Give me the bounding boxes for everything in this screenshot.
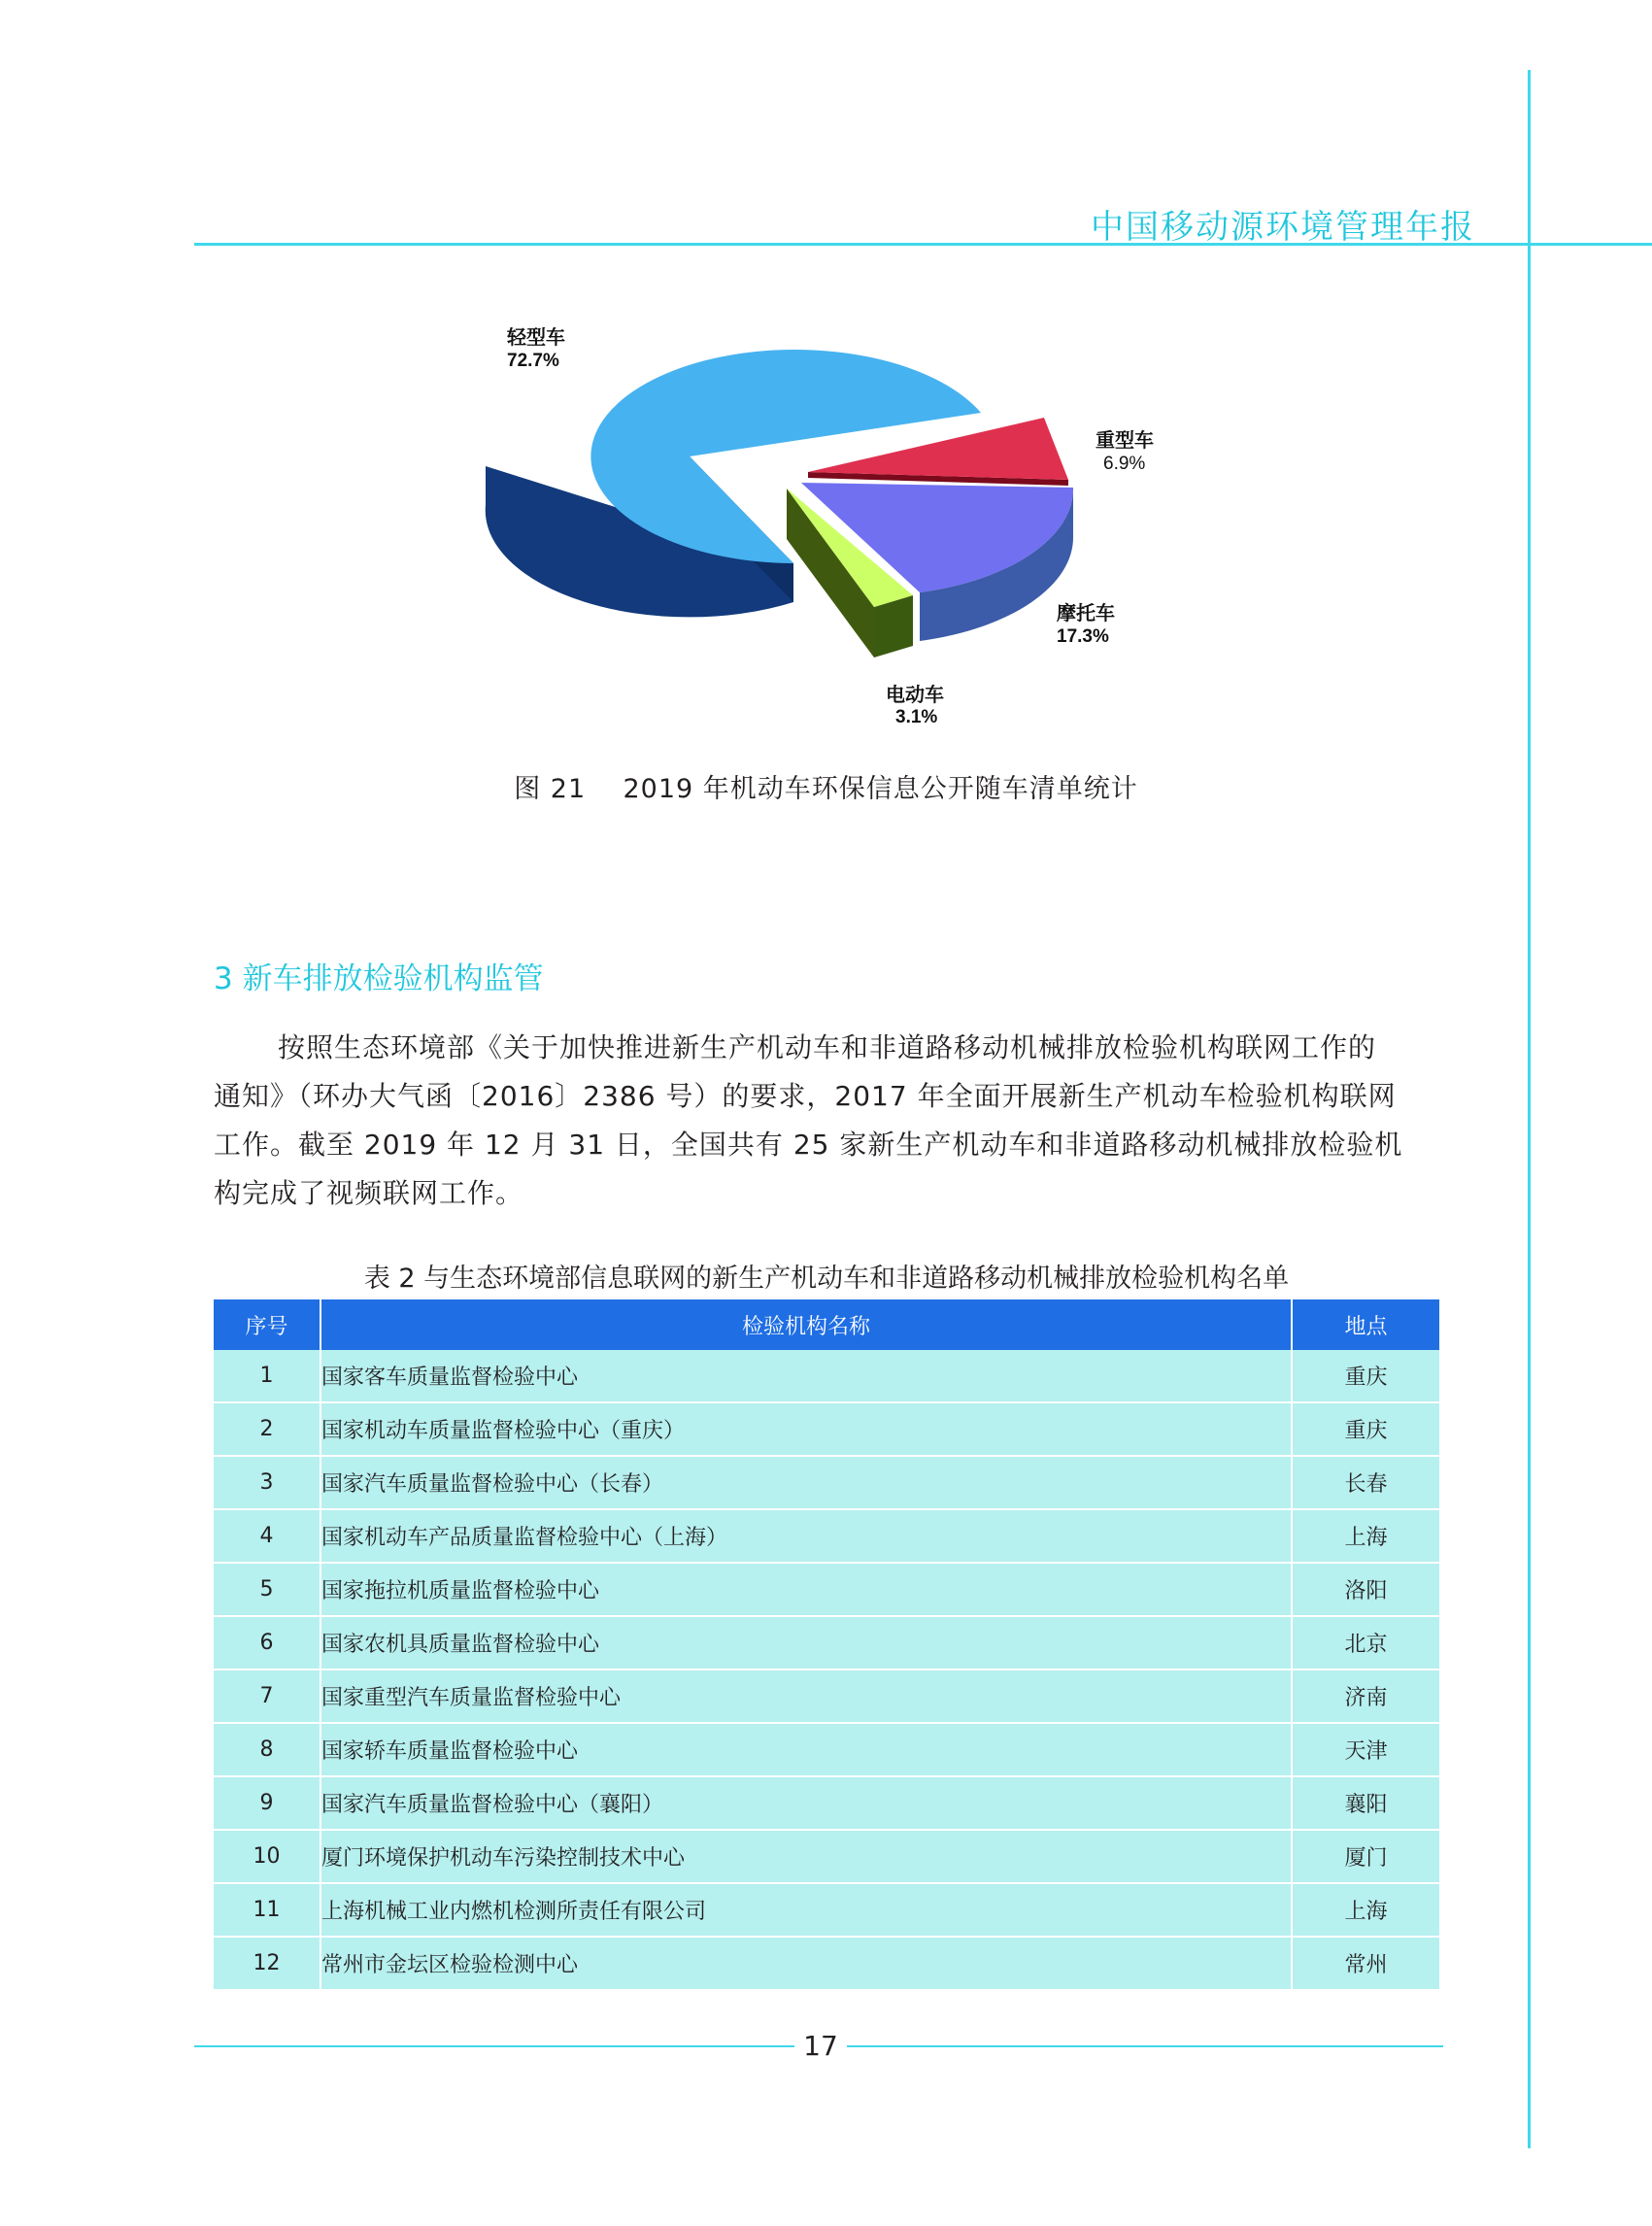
table-row	[214, 1830, 1439, 1883]
cell-no: 10	[214, 1830, 320, 1883]
cell-location: 重庆	[1292, 1402, 1439, 1456]
body-paragraph	[214, 1024, 1439, 1218]
cell-agency-name: 国家汽车质量监督检验中心（襄阳）	[320, 1776, 1292, 1830]
footer-rule-right	[847, 2045, 1443, 2047]
footer-rule-left	[194, 2045, 794, 2047]
section-heading: 3 新车排放检验机构监管	[214, 961, 544, 996]
cell-agency-name: 厦门环境保护机动车污染控制技术中心	[320, 1830, 1292, 1883]
body-line: 按照生态环境部《关于加快推进新生产机动车和非道路移动机械排放检验机构联网工作的	[278, 1031, 1377, 1063]
cell-no: 2	[214, 1402, 320, 1456]
pie-pct-electric-vehicle: 3.1%	[895, 707, 938, 727]
page-right-border-line	[1528, 70, 1531, 2148]
cell-no: 3	[214, 1456, 320, 1509]
cell-agency-name: 国家客车质量监督检验中心	[320, 1350, 1292, 1402]
pie-pct-light-vehicle: 72.7%	[507, 351, 559, 371]
pie-pct-motorcycle: 17.3%	[1057, 626, 1109, 647]
pie-label-light-vehicle: 轻型车	[507, 327, 565, 349]
column-header-location: 地点	[1292, 1299, 1439, 1350]
cell-location: 襄阳	[1292, 1776, 1439, 1830]
cell-agency-name: 国家农机具质量监督检验中心	[320, 1616, 1292, 1670]
cell-agency-name: 上海机械工业内燃机检测所责任有限公司	[320, 1883, 1292, 1937]
cell-location: 常州	[1292, 1937, 1439, 1990]
table-row	[214, 1509, 1439, 1563]
cell-agency-name: 国家汽车质量监督检验中心（长春）	[320, 1456, 1292, 1509]
cell-location: 长春	[1292, 1456, 1439, 1509]
table-row	[214, 1776, 1439, 1830]
pie-chart	[447, 311, 1204, 738]
cell-no: 5	[214, 1563, 320, 1616]
table-caption: 表 2 与生态环境部信息联网的新生产机动车和非道路移动机械排放检验机构名单	[363, 1264, 1290, 1294]
body-line: 构完成了视频联网工作。	[214, 1177, 524, 1209]
cell-location: 洛阳	[1292, 1563, 1439, 1616]
table-row	[214, 1456, 1439, 1509]
cell-no: 8	[214, 1723, 320, 1776]
column-header-agency-name: 检验机构名称	[320, 1299, 1292, 1350]
inspection-agency-table	[214, 1299, 1439, 1991]
cell-location: 厦门	[1292, 1830, 1439, 1883]
pie-label-electric-vehicle: 电动车	[886, 685, 944, 706]
column-header-no: 序号	[214, 1299, 320, 1350]
pie-pct-heavy-vehicle: 6.9%	[1103, 454, 1146, 474]
running-header-title: 中国移动源环境管理年报	[1091, 208, 1475, 247]
table-row	[214, 1402, 1439, 1456]
body-line: 工作。截至 2019 年 12 月 31 日，全国共有 25 家新生产机动车和非道路移动机械排放检验机	[214, 1129, 1403, 1161]
cell-location: 重庆	[1292, 1350, 1439, 1402]
table-row	[214, 1723, 1439, 1776]
cell-location: 济南	[1292, 1670, 1439, 1723]
cell-no: 4	[214, 1509, 320, 1563]
cell-no: 1	[214, 1350, 320, 1402]
cell-agency-name: 国家机动车产品质量监督检验中心（上海）	[320, 1509, 1292, 1563]
pie-chart-svg	[447, 311, 1204, 738]
figure-caption: 图 21 2019 年机动车环保信息公开随车清单统计	[514, 774, 1138, 804]
cell-no: 12	[214, 1937, 320, 1990]
table-row	[214, 1937, 1439, 1990]
cell-location: 天津	[1292, 1723, 1439, 1776]
table-header-row	[214, 1299, 1439, 1350]
cell-location: 上海	[1292, 1883, 1439, 1937]
cell-agency-name: 国家拖拉机质量监督检验中心	[320, 1563, 1292, 1616]
table-row	[214, 1350, 1439, 1402]
pie-label-heavy-vehicle: 重型车	[1096, 430, 1154, 452]
table-row	[214, 1563, 1439, 1616]
cell-no: 11	[214, 1883, 320, 1937]
cell-no: 7	[214, 1670, 320, 1723]
cell-no: 9	[214, 1776, 320, 1830]
cell-location: 上海	[1292, 1509, 1439, 1563]
table-row	[214, 1616, 1439, 1670]
cell-agency-name: 常州市金坛区检验检测中心	[320, 1937, 1292, 1990]
page-number: 17	[803, 2030, 838, 2062]
table-row	[214, 1670, 1439, 1723]
body-line: 通知》（环办大气函〔2016〕2386 号）的要求，2017 年全面开展新生产机动车检验机构联网	[214, 1080, 1397, 1112]
cell-agency-name: 国家轿车质量监督检验中心	[320, 1723, 1292, 1776]
cell-agency-name: 国家重型汽车质量监督检验中心	[320, 1670, 1292, 1723]
cell-no: 6	[214, 1616, 320, 1670]
cell-location: 北京	[1292, 1616, 1439, 1670]
cell-agency-name: 国家机动车质量监督检验中心（重庆）	[320, 1402, 1292, 1456]
table-row	[214, 1883, 1439, 1937]
pie-label-motorcycle: 摩托车	[1057, 603, 1115, 624]
